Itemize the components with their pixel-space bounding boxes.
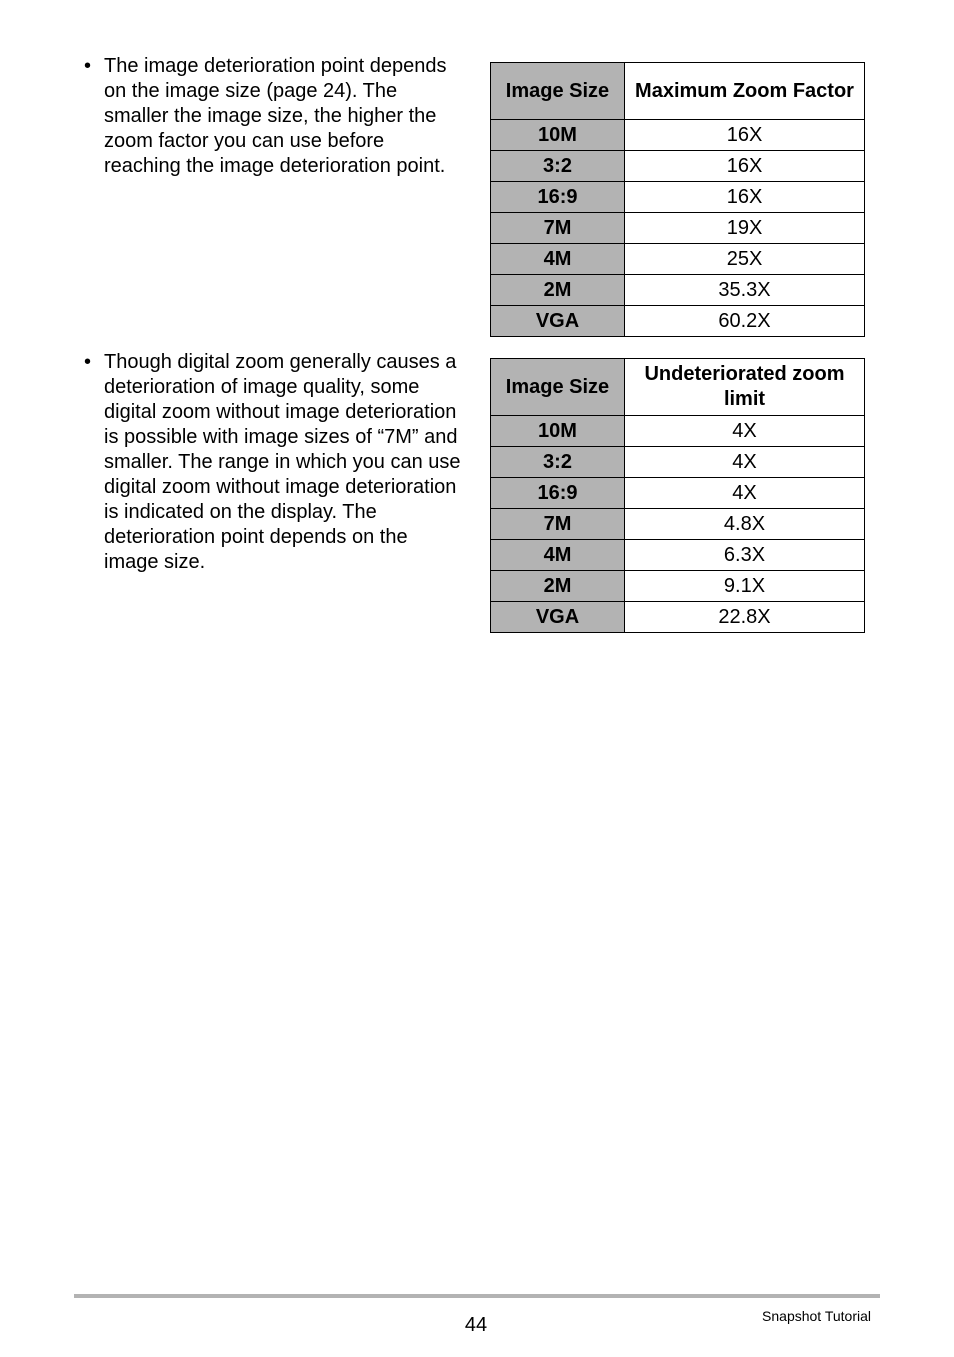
- page-number: 44: [464, 1314, 488, 1336]
- column-header-image-size: Image Size: [491, 359, 625, 416]
- column-header-image-size: Image Size: [491, 63, 625, 120]
- zoom-value-cell: 4X: [625, 416, 865, 447]
- column-header-zoom-limit: Undeteriorated zoom limit: [625, 359, 865, 416]
- image-size-cell: 2M: [491, 571, 625, 602]
- zoom-value-cell: 16X: [625, 182, 865, 213]
- zoom-value-cell: 16X: [625, 151, 865, 182]
- table-row: [491, 213, 865, 244]
- zoom-value-cell: 4.8X: [625, 509, 865, 540]
- zoom-value-cell: 35.3X: [625, 275, 865, 306]
- zoom-value-cell: 25X: [625, 244, 865, 275]
- table-header-row: [491, 63, 865, 120]
- image-size-cell: 16:9: [491, 182, 625, 213]
- zoom-value-cell: 22.8X: [625, 602, 865, 633]
- table-header-row: [491, 359, 865, 416]
- bullet-marker: •: [84, 55, 92, 77]
- table-row: [491, 275, 865, 306]
- table-row: [491, 540, 865, 571]
- zoom-value-cell: 60.2X: [625, 306, 865, 337]
- image-size-cell: 4M: [491, 244, 625, 275]
- max-zoom-factor-table: [490, 62, 865, 337]
- image-size-cell: VGA: [491, 306, 625, 337]
- bullet-marker: •: [84, 351, 92, 373]
- zoom-value-cell: 4X: [625, 478, 865, 509]
- image-size-cell: 3:2: [491, 151, 625, 182]
- bullet-text: The image deterioration point depends on the image size (page 24). The smaller the image size, the higher the zoom factor you can use before reaching the image deterioration point.: [104, 55, 447, 177]
- table-row: [491, 306, 865, 337]
- table-row: [491, 416, 865, 447]
- image-size-cell: 10M: [491, 120, 625, 151]
- footer-divider: [74, 1294, 880, 1298]
- table-row: [491, 182, 865, 213]
- table-row: [491, 571, 865, 602]
- undeteriorated-zoom-limit-table: [490, 358, 865, 633]
- zoom-value-cell: 16X: [625, 120, 865, 151]
- image-size-cell: 7M: [491, 509, 625, 540]
- zoom-value-cell: 19X: [625, 213, 865, 244]
- table-row: [491, 509, 865, 540]
- image-size-cell: 4M: [491, 540, 625, 571]
- table-row: [491, 244, 865, 275]
- bullet-item-deterioration-point: [84, 54, 464, 179]
- image-size-cell: 10M: [491, 416, 625, 447]
- image-size-cell: 3:2: [491, 447, 625, 478]
- bullet-item-digital-zoom: [84, 350, 464, 575]
- zoom-value-cell: 6.3X: [625, 540, 865, 571]
- bullet-text: Though digital zoom generally causes a deterioration of image quality, some digital zoom without image deterioration is possible with image sizes of “7M” and smaller. The range in which you can use digital zoom without image deterioration is indicated on the display. The deterioration point depends on the image size.: [104, 351, 461, 573]
- column-header-max-zoom: Maximum Zoom Factor: [625, 63, 865, 120]
- zoom-value-cell: 4X: [625, 447, 865, 478]
- table-row: [491, 151, 865, 182]
- table-row: [491, 478, 865, 509]
- image-size-cell: 2M: [491, 275, 625, 306]
- table-row: [491, 120, 865, 151]
- zoom-value-cell: 9.1X: [625, 571, 865, 602]
- table-row: [491, 447, 865, 478]
- table-row: [491, 602, 865, 633]
- footer-section-title: Snapshot Tutorial: [762, 1308, 871, 1324]
- image-size-cell: VGA: [491, 602, 625, 633]
- image-size-cell: 16:9: [491, 478, 625, 509]
- image-size-cell: 7M: [491, 213, 625, 244]
